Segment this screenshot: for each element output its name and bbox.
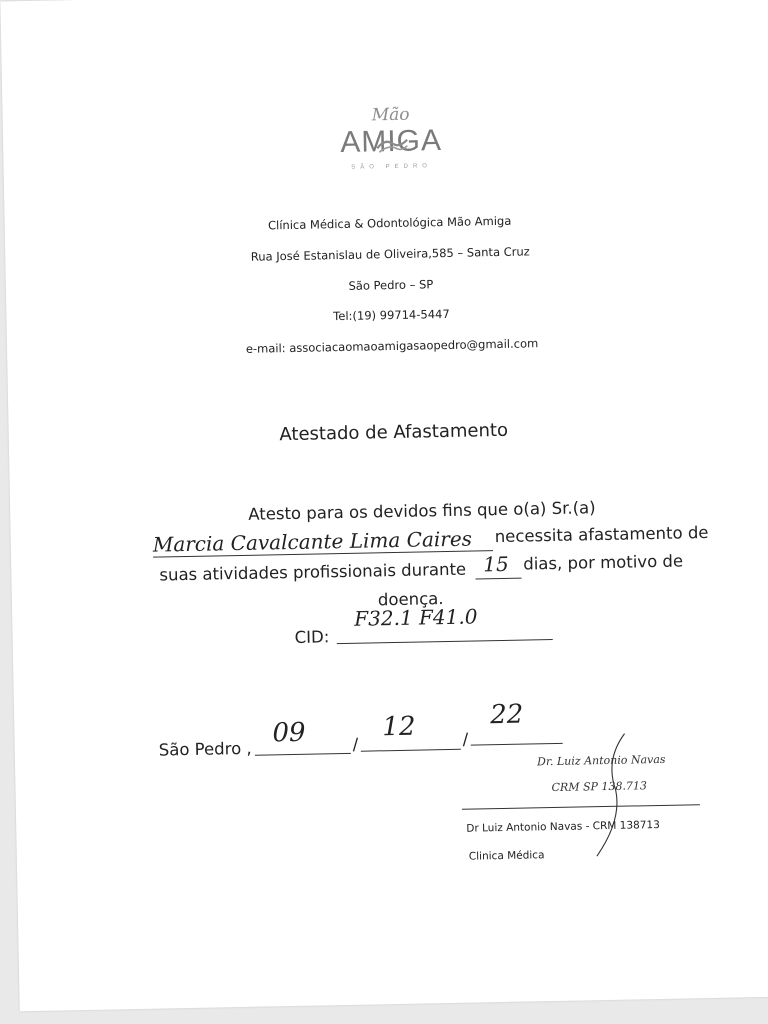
cid-handwritten: F32.1 F41.0 [354,604,478,631]
date-month-underline [361,749,461,752]
clinic-address: Rua José Estanislau de Oliveira,585 – Santa Cruz [250,244,530,264]
signature-mark [574,729,636,860]
logo-script-text: Mão [371,104,410,126]
patient-name-handwritten: Marcia Cavalcante Lima Caires [152,526,473,557]
stamp-crm: CRM SP 138.713 [551,779,648,795]
stamp-name: Dr. Luiz Antonio Navas [536,752,666,769]
logo-sub-text: SÃO PEDRO [351,163,433,171]
clinic-logo [320,105,462,188]
attest-line-1: Atesto para os devidos fins que o(a) Sr.(a) [248,498,596,524]
clinic-city: São Pedro – SP [348,277,434,293]
date-day-handwritten: 09 [272,717,306,749]
date-year-handwritten: 22 [489,699,524,731]
clinic-email: e-mail: associacaomaoamigasaopedro@gmail.com [245,336,539,356]
date-year-underline [471,743,563,746]
date-month-handwritten: 12 [382,711,416,743]
days-handwritten: 15 [483,551,509,577]
doctor-printed-name: Dr Luiz Antonio Navas - CRM 138713 [466,818,660,835]
logo-main-text: AMIGA [339,124,443,159]
days-underline [476,578,522,580]
place-label: São Pedro , [158,738,252,760]
date-sep-2: / [462,729,469,749]
clinic-name: Clínica Médica & Odontológica Mão Amiga [267,213,512,233]
attest-line-3-suffix: dias, por motivo de [523,551,684,574]
doctor-role: Clinica Médica [468,849,545,863]
document-title: Atestado de Afastamento [279,419,509,446]
date-sep-1: / [352,734,359,754]
attest-line-3-prefix: suas atividades profissionais durante [159,559,467,585]
date-day-underline [255,753,351,756]
attest-line-4: doença. [377,589,444,610]
attest-line-2-suffix: necessita afastamento de [494,522,709,547]
cid-underline [337,639,553,644]
cid-label: CID: [294,627,330,647]
hands-icon [375,134,409,155]
clinic-phone: Tel:(19) 99714-5447 [333,306,450,324]
